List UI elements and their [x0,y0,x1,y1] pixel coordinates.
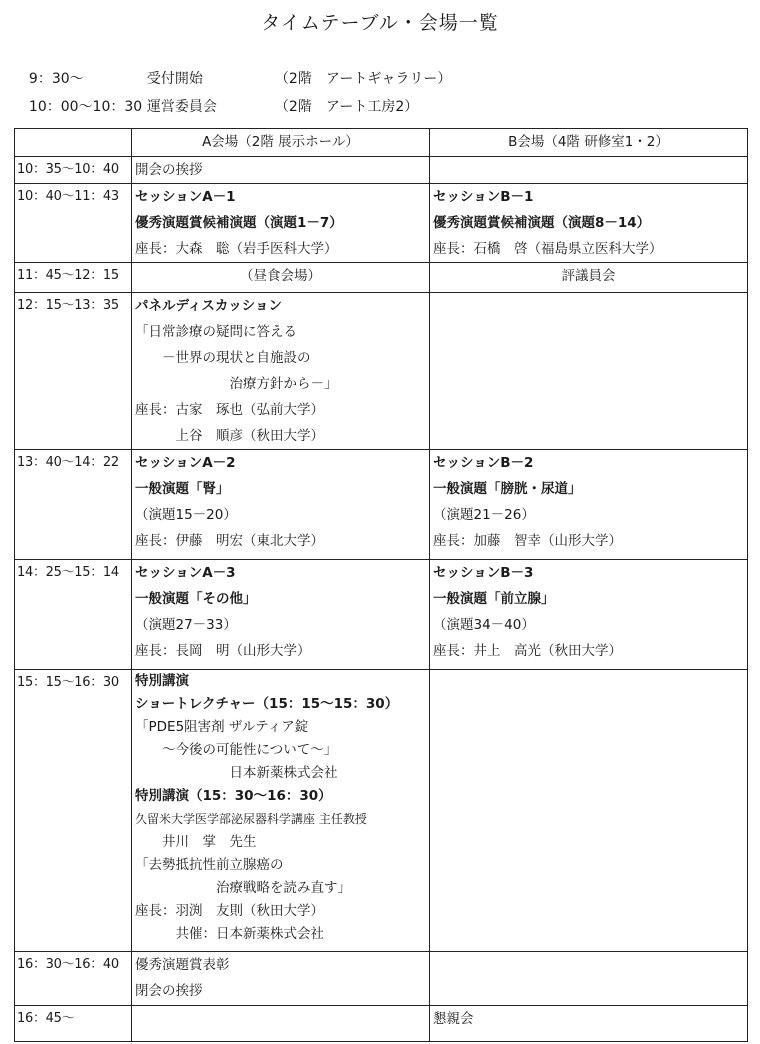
cell-line: 懇親会 [433,1011,474,1027]
cell-line: ショートレクチャー（15：15～15：30） [135,696,399,712]
hall-b-cell [430,560,748,670]
cell-line: 特別講演（15：30～16：30） [135,788,332,804]
table-row [15,157,748,184]
hall-b-cell [430,263,748,293]
hall-a-cell [132,560,430,670]
cell-line: 上谷 順彦（秋田大学） [135,428,324,444]
cell-line: セッションA－3 [135,565,236,581]
cell-line: 一般演題「腎」 [135,481,230,497]
header-hall-b: B会場（4階 研修室1・2） [430,129,748,157]
pre-item-time: 9：30～ [28,71,84,87]
table-row [15,184,748,263]
table-row [15,670,748,952]
cell-line: 久留米大学医学部泌尿器科学講座 主任教授 [135,812,367,826]
cell-line: セッションA－2 [135,455,236,471]
cell-line: セッションA－1 [135,189,236,205]
pre-item-event: 受付開始 [146,71,203,87]
time-cell: 16：45～ [15,1006,132,1042]
cell-line: 座長：伊藤 明宏（東北大学） [135,533,324,549]
table-row [15,1006,748,1042]
cell-line: セッションB－3 [433,565,534,581]
hall-a-cell [132,157,430,184]
cell-line: 日本新薬株式会社 [135,765,338,781]
cell-line: 一般演題「膀胱・尿道」 [433,481,582,497]
header-time [15,129,132,157]
hall-a-cell [132,263,430,293]
cell-line: 座長：古家 琢也（弘前大学） [135,402,324,418]
hall-b-cell [430,293,748,450]
cell-line: 優秀演題賞表彰 [135,957,230,973]
hall-b-cell [430,157,748,184]
cell-line: （演題15－20） [135,507,237,523]
cell-line: （演題21－26） [433,507,535,523]
cell-line: （昼食会場） [240,268,321,284]
cell-line: 一般演題「その他」 [135,591,257,607]
cell-line: 共催：日本新薬株式会社 [135,926,324,942]
cell-line: 座長：加藤 智幸（山形大学） [433,533,622,549]
time-cell: 11：45～12：15 [15,263,132,293]
time-cell: 15：15～16：30 [15,670,132,952]
cell-line: 「日常診療の疑問に答える [135,324,297,340]
time-cell: 14：25～15：14 [15,560,132,670]
table-header-row [15,129,748,157]
table-row [15,450,748,560]
timetable [14,128,748,1042]
cell-line: －世界の現状と自施設の [135,350,311,366]
pre-item-place: （2階 アート工房2） [274,99,419,115]
hall-a-cell [132,293,430,450]
hall-b-cell [430,952,748,1006]
cell-line: セッションB－1 [433,189,534,205]
time-cell: 10：35～10：40 [15,157,132,184]
cell-line: ～今後の可能性について～」 [135,742,338,758]
cell-line: セッションB－2 [433,455,534,471]
cell-line: 座長：石橋 啓（福島県立医科大学） [433,241,663,257]
hall-a-cell [132,1006,430,1042]
table-row [15,293,748,450]
time-cell: 16：30～16：40 [15,952,132,1006]
cell-line: 優秀演題賞候補演題（演題1－7） [135,215,343,231]
header-hall-a: A会場（2階 展示ホール） [132,129,430,157]
cell-line: （演題27－33） [135,617,237,633]
cell-line: 座長：長岡 明（山形大学） [135,643,311,659]
hall-a-cell [132,670,430,952]
table-row [15,263,748,293]
cell-line: 「去勢抵抗性前立腺癌の [135,857,284,873]
time-cell: 13：40～14：22 [15,450,132,560]
hall-a-cell [132,184,430,263]
hall-b-cell [430,670,748,952]
cell-line: 優秀演題賞候補演題（演題8－14） [433,215,651,231]
pre-item-event: 運営委員会 [146,99,217,115]
hall-a-cell [132,450,430,560]
hall-a-cell [132,952,430,1006]
page-title: タイムテーブル・会場一覧 [261,12,499,34]
time-cell: 10：40～11：43 [15,184,132,263]
hall-b-cell [430,184,748,263]
hall-b-cell [430,450,748,560]
cell-line: 座長：井上 高光（秋田大学） [433,643,622,659]
cell-line: 座長：大森 聡（岩手医科大学） [135,241,338,257]
cell-line: パネルディスカッション [135,298,283,314]
hall-b-cell [430,1006,748,1042]
cell-line: 「PDE5阻害剤 ザルティア錠 [135,719,309,735]
cell-line: 座長：羽渕 友則（秋田大学） [135,903,324,919]
cell-line: 閉会の挨拶 [135,983,203,999]
cell-line: 一般演題「前立腺」 [433,591,555,607]
cell-line: （演題34－40） [433,617,535,633]
pre-item-time: 10：00～10：30 [28,99,143,115]
cell-line: 開会の挨拶 [135,162,203,178]
pre-item-place: （2階 アートギャラリー） [274,71,452,87]
table-row [15,560,748,670]
table-row [15,952,748,1006]
cell-line: 井川 掌 先生 [135,834,257,850]
time-cell: 12：15～13：35 [15,293,132,450]
pre-item-committee [20,80,418,116]
cell-line: 治療戦略を読み直す」 [135,880,351,896]
cell-line: 評議員会 [561,268,616,284]
cell-line: 治療方針から－」 [135,376,338,392]
cell-line: 特別講演 [135,673,189,689]
